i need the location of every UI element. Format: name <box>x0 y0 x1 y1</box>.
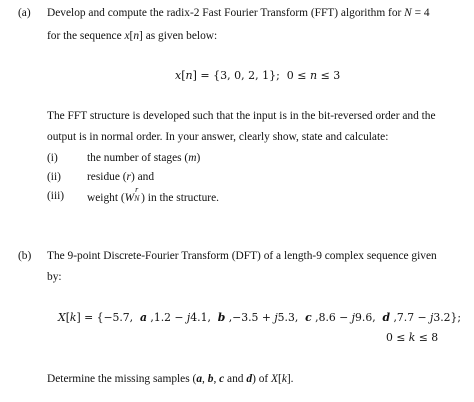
part-a-line-2: for the sequence x[n] as given below: <box>47 30 218 42</box>
part-b-line-1: The 9-point Discrete-Fourier Transform (DFT) of a length-9 complex sequence given <box>47 250 437 262</box>
item-ii-number: (ii) <box>47 171 61 183</box>
item-i-number: (i) <box>47 152 58 164</box>
part-a-label: (a) <box>18 7 31 19</box>
item-ii-text: residue (r) and <box>87 171 155 183</box>
dft-range: 0 ≤ k ≤ 8 <box>386 331 439 344</box>
part-b-line-2: by: <box>47 271 62 283</box>
part-a-paragraph-line-2: output is in normal order. In your answer, clearly show, state and calculate: <box>47 131 389 143</box>
sequence-equation: x[n] = {3, 0, 2, 1}; 0 ≤ n ≤ 3 <box>175 69 341 82</box>
part-a-paragraph-line-1: The FFT structure is developed such that the input is in the bit-reversed order and the <box>47 110 436 122</box>
dft-equation: X[k] = {−5.7, a ,1.2 − j4.1, b ,−3.5 + j5.3, c ,8.6 − j9.6, d ,7.7 − j3.2}; <box>58 311 462 324</box>
part-b-final-line: Determine the missing samples (a, b, c and d) of X[k]. <box>47 373 294 385</box>
part-a-line-1: Develop and compute the radix-2 Fast Fourier Transform (FFT) algorithm for N = 4 <box>47 7 430 19</box>
item-iii-number: (iii) <box>47 190 65 202</box>
item-i-text: the number of stages (m) <box>87 152 201 164</box>
part-b-label: (b) <box>18 250 32 262</box>
item-iii-text: weight (W r N ) in the structure. <box>87 185 219 204</box>
